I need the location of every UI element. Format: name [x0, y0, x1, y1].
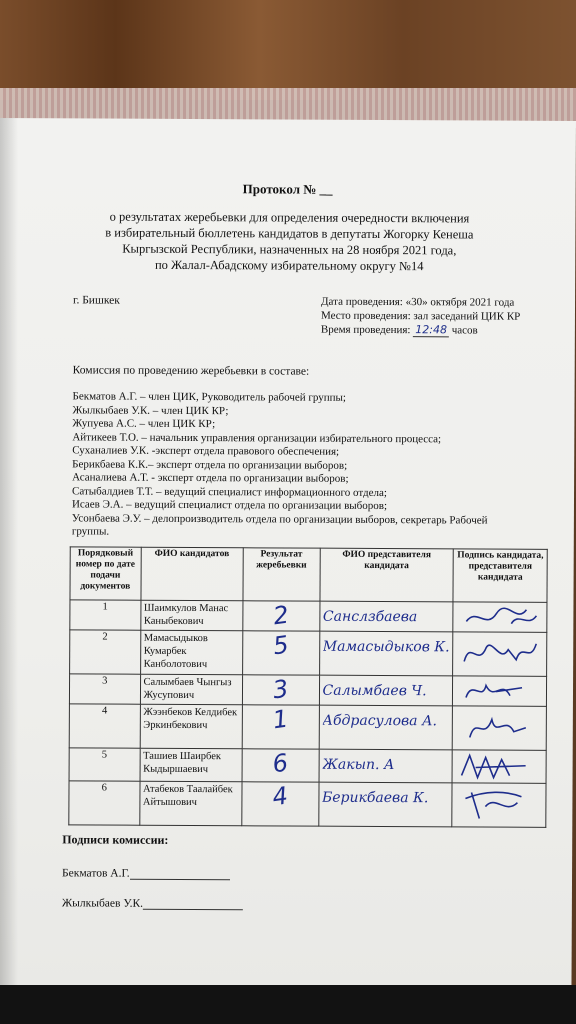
candidate-name: Ташиев Шаирбек Кыдыршаевич: [140, 748, 243, 782]
draw-results-table: [68, 546, 547, 827]
header-order-number: Порядковый номер по дате подачи документов: [70, 547, 141, 600]
city-label: г. Бишкек: [73, 294, 120, 307]
table-row: [69, 748, 546, 783]
row-number: 3: [69, 674, 140, 704]
signer-name: Бекматов А.Г.: [62, 867, 130, 880]
member-line: Айтикеев Т.О. – начальник управления организации избирательного процесса;: [72, 430, 442, 445]
date-line: Дата проведения: «30» октября 2021 года: [321, 295, 515, 309]
draw-result-handwritten: 5: [271, 630, 291, 661]
candidate-name: Атабеков Таалайбек Айтышович: [139, 781, 242, 826]
member-line: группы.: [71, 525, 110, 538]
draw-result-handwritten: 4: [270, 781, 290, 812]
signature-scribble: [456, 633, 540, 671]
header-representative-name: ФИО представителя кандидата: [320, 548, 454, 602]
signature-scribble: [456, 707, 540, 745]
subtitle-line: по Жалал-Абадскому избирательному округу №14: [154, 257, 424, 274]
signer-line: [62, 896, 243, 910]
header-draw-result: Результат жеребьевки: [243, 548, 320, 601]
time-value-handwritten: 12:48: [413, 323, 449, 337]
representative-handwritten: Санслзбаева: [322, 608, 418, 626]
member-line: Суханалиев У.К. -эксперт отдела правового обеспечения;: [72, 444, 340, 458]
representative-handwritten: Абдрасулова А.: [322, 712, 438, 730]
member-line: Исаев Э.А. – ведущий специалист отдела по организации выборов;: [71, 498, 388, 513]
draw-result-handwritten: 1: [271, 704, 291, 735]
table-header-row: [70, 547, 547, 602]
protocol-page: [0, 118, 576, 991]
signature-scribble: [456, 784, 540, 822]
subtitle-line: в избирательный бюллетень кандидатов в депутаты Жогорку Кенеша: [105, 225, 474, 242]
row-number: 6: [69, 781, 140, 825]
row-number: 1: [70, 600, 141, 630]
candidate-name: Салымбаев Чынгыз Жусупович: [140, 674, 243, 705]
member-line: Асаналиева А.Т. - эксперт отдела по организации выборов;: [72, 471, 349, 485]
signer-name: Жылкыбаев У.К.: [61, 897, 144, 910]
subtitle-line: Кыргызской Республики, назначенных на 28 ноября 2021 года,: [122, 241, 457, 258]
signature-scribble: [456, 677, 540, 703]
commission-members: [72, 390, 553, 541]
representative-handwritten: Жакып. А: [322, 756, 395, 774]
candidate-name: Мамасыдыков Кумарбек Канболотович: [140, 630, 243, 675]
header-candidate-name: ФИО кандидатов: [140, 547, 243, 601]
member-line: Берикбаева К.К.– эксперт отдела по организации выборов;: [72, 457, 348, 472]
table-row: [69, 781, 546, 827]
member-line: Бекматов А.Г. – член ЦИК, Руководитель рабочей группы;: [72, 390, 347, 404]
table-row: [69, 704, 546, 750]
time-line: [321, 323, 520, 338]
wooden-table-background: [0, 0, 576, 100]
dark-background-bottom: [0, 985, 576, 1024]
member-line: Жылкыбаев У.К. – член ЦИК КР;: [72, 403, 229, 417]
signature-blank-line: [143, 897, 243, 911]
table-row: [70, 600, 547, 632]
table-row: [69, 674, 546, 706]
representative-handwritten: Мамасыдыков К.: [322, 638, 450, 656]
signature-blank-line: [130, 867, 230, 881]
representative-handwritten: Берикбаева К.: [321, 789, 429, 807]
row-number: 2: [70, 630, 141, 674]
signature-scribble: [457, 603, 541, 629]
candidate-name: Шаимкулов Манас Каныбекович: [140, 600, 243, 631]
row-number: 5: [69, 748, 140, 781]
time-suffix: часов: [451, 324, 478, 337]
member-line: Жупуева А.С. – член ЦИК КР;: [72, 417, 216, 431]
representative-handwritten: Салымбаев Ч.: [322, 682, 427, 700]
commission-signatures-heading: Подписи комиссии:: [62, 832, 169, 847]
document-title: Протокол № __: [242, 181, 333, 197]
page-shadow: [0, 118, 18, 988]
commission-heading: Комиссия по проведению жеребьевки в составе:: [72, 364, 310, 378]
time-label: Время проведения:: [320, 323, 411, 337]
signature-scribble: [456, 751, 540, 781]
place-line: Место проведения: зал заседаний ЦИК КР: [320, 309, 521, 323]
table-row: [70, 630, 547, 676]
document-subtitle: [59, 208, 519, 274]
draw-result-handwritten: 3: [271, 674, 291, 705]
member-line: Усонбаева Э.У. – делопроизводитель отдела по организации выборов, секретарь Рабочей: [71, 511, 488, 527]
signer-line: [62, 866, 230, 880]
row-number: 4: [69, 704, 140, 748]
candidate-name: Жээнбеков Келдибек Эркинбекович: [140, 704, 243, 749]
header-signature: Подпись кандидата, представителя кандидата: [453, 549, 547, 602]
event-meta: [321, 295, 521, 338]
subtitle-line: о результатах жеребьевки для определения очередности включения: [109, 209, 470, 226]
draw-result-handwritten: 2: [271, 600, 291, 631]
member-line: Сатыбалдиев Т.Т. – ведущий специалист информационного отдела;: [72, 484, 387, 499]
draw-result-handwritten: 6: [270, 748, 290, 779]
